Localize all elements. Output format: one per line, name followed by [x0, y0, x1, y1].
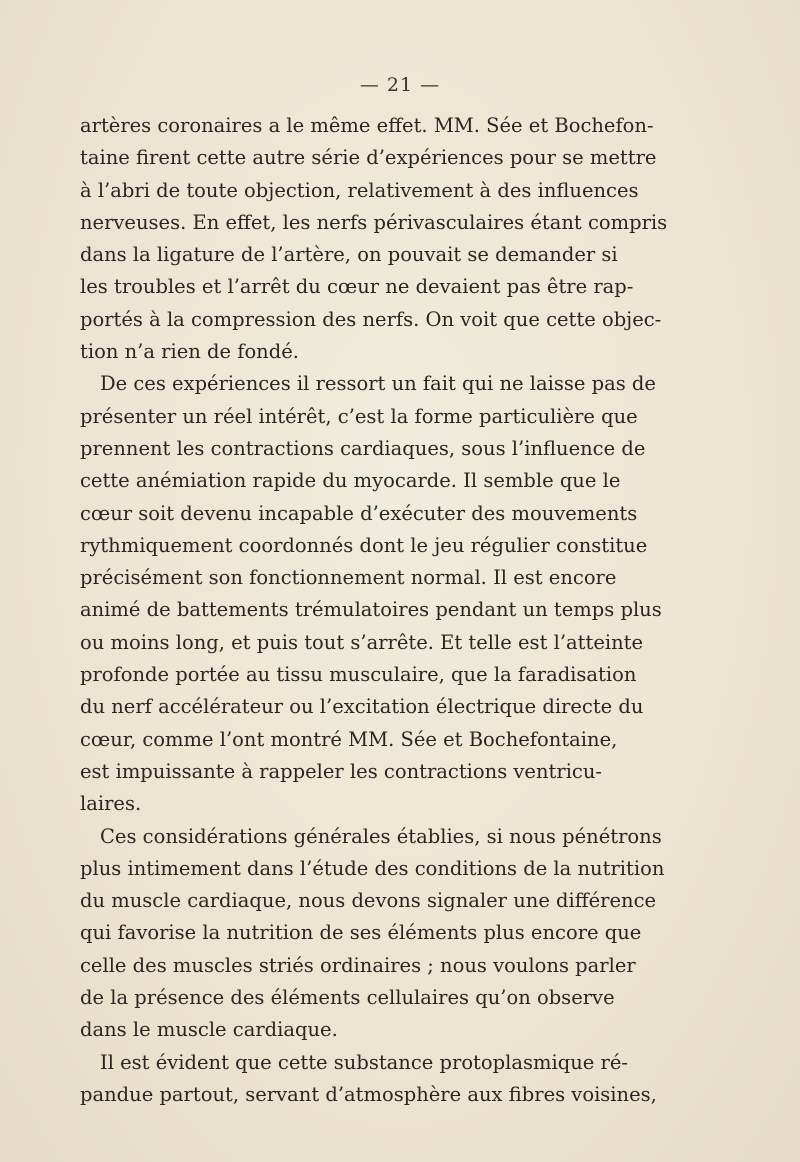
- text-line: pandue partout, servant d’atmosphère aux fibres voisines,: [80, 1082, 657, 1106]
- text-line: cœur, comme l’ont montré MM. Sée et Bochefontaine,: [80, 727, 618, 751]
- text-line: portés à la compression des nerfs. On voit que cette objec-: [80, 307, 662, 331]
- text-line: plus intimement dans l’étude des conditions de la nutrition: [80, 856, 665, 880]
- text-line: taine firent cette autre série d’expériences pour se mettre: [80, 146, 657, 170]
- text-line: dans le muscle cardiaque.: [80, 1018, 338, 1042]
- text-line: celle des muscles striés ordinaires ; nous voulons parler: [80, 953, 636, 977]
- text-line: du muscle cardiaque, nous devons signaler une différence: [80, 889, 657, 913]
- text-line: De ces expériences il ressort un fait qui ne laisse pas de: [100, 372, 656, 396]
- text-line: qui favorise la nutrition de ses éléments plus encore que: [80, 921, 642, 945]
- text-line: prennent les contractions cardiaques, sous l’influence de: [80, 436, 646, 460]
- text-line: les troubles et l’arrêt du cœur ne devaient pas être rap-: [80, 275, 634, 299]
- text-line: Il est évident que cette substance protoplasmique ré-: [100, 1050, 628, 1074]
- text-line: tion n’a rien de fondé.: [80, 340, 299, 364]
- text-line: présenter un réel intérêt, c’est la forme particulière que: [80, 404, 638, 428]
- text-line: précisément son fonctionnement normal. Il est encore: [80, 566, 617, 590]
- page-number: — 21 —: [359, 74, 441, 96]
- text-line: nerveuses. En effet, les nerfs périvasculaires étant compris: [80, 210, 668, 234]
- text-line: dans la ligature de l’artère, on pouvait se demander si: [80, 243, 618, 267]
- text-line: est impuissante à rappeler les contractions ventricu-: [80, 759, 602, 783]
- text-line: laires.: [80, 792, 142, 816]
- text-line: du nerf accélérateur ou l’excitation électrique directe du: [80, 695, 644, 719]
- text-line: Ces considérations générales établies, si nous pénétrons: [100, 824, 662, 848]
- text-line: de la présence des éléments cellulaires qu’on observe: [80, 986, 615, 1010]
- text-line: cette anémiation rapide du myocarde. Il semble que le: [80, 469, 621, 493]
- text-line: ou moins long, et puis tout s’arrête. Et telle est l’atteinte: [80, 630, 644, 654]
- text-line: cœur soit devenu incapable d’exécuter des mouvements: [80, 501, 638, 525]
- text-line: profonde portée au tissu musculaire, que la faradisation: [80, 663, 637, 687]
- text-line: rythmiquement coordonnés dont le jeu régulier constitue: [80, 533, 648, 557]
- body-text: [80, 110, 668, 1111]
- text-line: artères coronaires a le même effet. MM. Sée et Bochefon-: [80, 114, 654, 137]
- text-line: à l’abri de toute objection, relativement à des influences: [80, 178, 639, 202]
- text-line: animé de battements trémulatoires pendant un temps plus: [80, 598, 662, 622]
